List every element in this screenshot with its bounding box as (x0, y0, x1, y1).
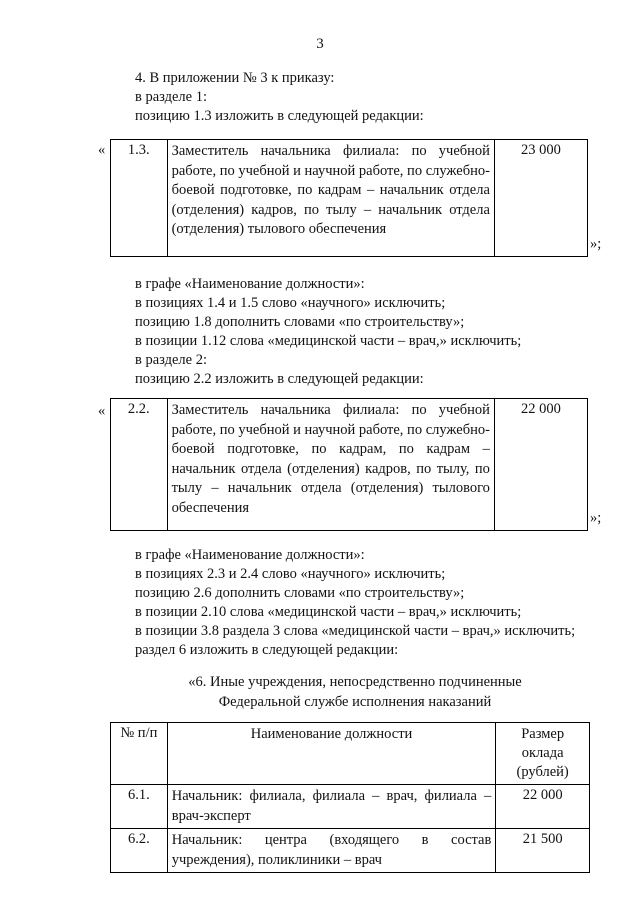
header-position-name: Наименование должности (167, 723, 496, 785)
position-name: Начальник: филиала, филиала – врач, филиала – врач-эксперт (167, 785, 496, 829)
mid2-line-1: в графе «Наименование должности»: (135, 547, 365, 563)
section-title-line-2: Федеральной службе исполнения наказаний (218, 694, 492, 710)
salary-value: 23 000 (494, 140, 587, 257)
mid2-line-3: позицию 2.6 дополнить словами «по строительству»; (135, 585, 465, 601)
intro-line-2: в разделе 1: (135, 89, 208, 105)
quote-open-1: « (98, 142, 106, 158)
mid2-line-2: в позициях 2.3 и 2.4 слово «научного» исключить; (135, 566, 446, 582)
quote-close-1: »; (590, 236, 602, 252)
position-name: Заместитель начальника филиала: по учебной работе, по учебной и научной работе, по служебно-боевой подготовке, по кадрам – начальник отдела (отделения) кадров, по тылу – начальник отдела (отделения) тылового обеспечения (167, 140, 494, 257)
intro-line-3: позицию 1.3 изложить в следующей редакции: (135, 108, 424, 124)
row-number: 6.1. (111, 785, 168, 829)
position-name: Начальник: центра (входящего в состав учреждения), поликлиники – врач (167, 829, 496, 873)
row-number: 6.2. (111, 829, 168, 873)
page-number: 3 (316, 36, 324, 52)
mid2-line-4: в позиции 2.10 слова «медицинской части – врач,» исключить; (135, 604, 522, 620)
salary-value: 22 000 (496, 785, 590, 829)
mid2-line-5: в позиции 3.8 раздела 3 слова «медицинской части – врач,» исключить; (135, 623, 576, 639)
quote-open-2: « (98, 403, 106, 419)
section-title-line-1: «6. Иные учреждения, непосредственно подчиненные (188, 674, 522, 690)
header-salary: Размер оклада (рублей) (496, 723, 590, 785)
mid1-line-2: в позициях 1.4 и 1.5 слово «научного» исключить; (135, 295, 446, 311)
table-row (111, 140, 588, 257)
position-name: Заместитель начальника филиала: по учебной работе, по учебной и научной работе, по служебно-боевой подготовке, по кадрам, по кадрам – начальник отдела (отделения) кадров, по тылу, по тылу – начальник отдела (отделения) тылового обеспечения (167, 399, 494, 531)
mid1-line-6: позицию 2.2 изложить в следующей редакции: (135, 371, 424, 387)
position-table-2 (110, 398, 588, 531)
position-table-1 (110, 139, 588, 257)
table-header-row (111, 723, 590, 785)
row-number: 1.3. (111, 140, 168, 257)
table-row (111, 829, 590, 873)
mid1-line-5: в разделе 2: (135, 352, 208, 368)
row-number: 2.2. (111, 399, 168, 531)
table-row (111, 399, 588, 531)
salary-table (110, 722, 590, 873)
mid1-line-1: в графе «Наименование должности»: (135, 276, 365, 292)
quote-close-2: »; (590, 510, 602, 526)
table-row (111, 785, 590, 829)
mid1-line-4: в позиции 1.12 слова «медицинской части – врач,» исключить; (135, 333, 522, 349)
salary-value: 22 000 (494, 399, 587, 531)
intro-line-1: 4. В приложении № 3 к приказу: (135, 70, 335, 86)
header-number: № п/п (111, 723, 168, 785)
mid2-line-6: раздел 6 изложить в следующей редакции: (135, 642, 399, 658)
salary-value: 21 500 (496, 829, 590, 873)
mid1-line-3: позицию 1.8 дополнить словами «по строительству»; (135, 314, 465, 330)
